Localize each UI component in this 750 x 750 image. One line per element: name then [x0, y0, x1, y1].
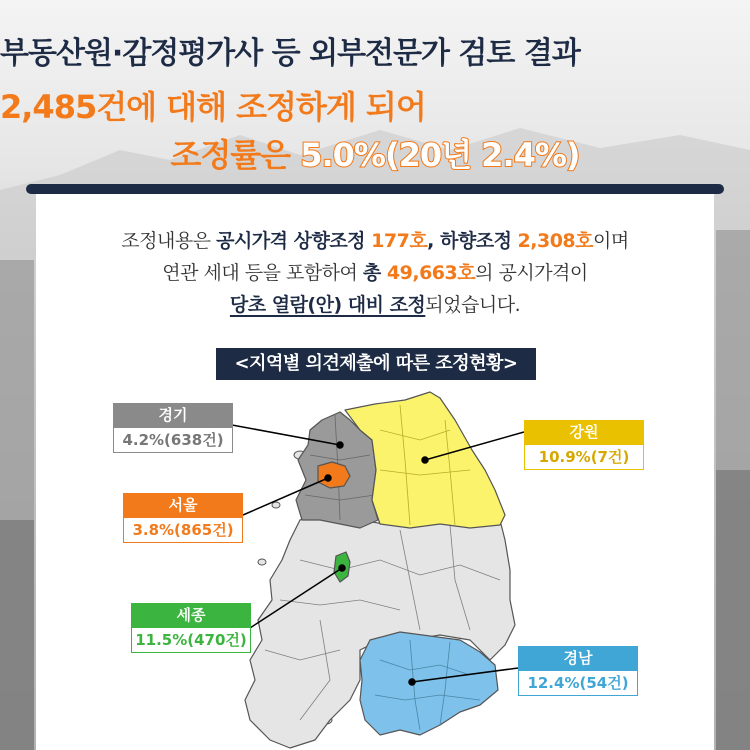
region-label-value: 4.2%(638건) — [113, 427, 233, 453]
leader-dot-seoul — [325, 475, 331, 481]
region-seoul — [318, 462, 350, 488]
leader-dot-gyeongnam — [409, 679, 415, 685]
adjustment-rate-highlight: 5.0%(20년 2.4%) — [300, 136, 580, 174]
region-label-gyeonggi — [113, 403, 233, 453]
region-label-name: 경남 — [518, 646, 638, 670]
region-label-gyeongnam — [518, 646, 638, 696]
desc-seg: 당초 열람(안) 대비 조정 — [229, 294, 426, 316]
island — [258, 559, 266, 565]
region-label-name: 서울 — [123, 493, 243, 517]
region-label-name: 경기 — [113, 403, 233, 427]
region-label-value: 12.4%(54건) — [518, 670, 638, 696]
section-title: <지역별 의견제출에 따른 조정현황> — [216, 348, 536, 380]
desc-seg: 이며 — [593, 230, 629, 252]
desc-seg: 의 공시가격이 — [475, 262, 588, 284]
region-label-name: 세종 — [131, 603, 251, 627]
desc-seg: 2,308호 — [517, 230, 593, 252]
desc-seg: 공시가격 상향조정 — [216, 230, 372, 252]
region-label-value: 11.5%(470건) — [131, 627, 251, 653]
region-label-gangwon — [524, 420, 644, 470]
region-label-name: 강원 — [524, 420, 644, 444]
desc-seg: 조정내용은 — [121, 230, 217, 252]
island — [272, 502, 280, 508]
desc-seg: , 하향조정 — [427, 230, 518, 252]
headline-line-3-prefix: 조정률은 — [170, 136, 301, 174]
desc-seg: 연관 세대 등을 포함하여 — [162, 262, 363, 284]
region-label-value: 3.8%(865건) — [123, 517, 243, 543]
region-label-value: 10.9%(7건) — [524, 444, 644, 470]
desc-seg: 총 — [362, 262, 387, 284]
headline-line-2: 2,485건에 대해 조정하게 되어 — [0, 88, 426, 126]
headline-line-1: 부동산원·감정평가사 등 외부전문가 검토 결과 — [0, 36, 580, 71]
leader-dot-sejong — [339, 565, 345, 571]
leader-dot-gangwon — [422, 457, 428, 463]
desc-seg: 177호 — [371, 230, 428, 252]
region-label-seoul — [123, 493, 243, 543]
desc-seg: 49,663호 — [386, 262, 476, 284]
leader-dot-gyeonggi — [337, 442, 343, 448]
desc-seg: 되었습니다. — [425, 294, 521, 316]
region-label-sejong — [131, 603, 251, 653]
